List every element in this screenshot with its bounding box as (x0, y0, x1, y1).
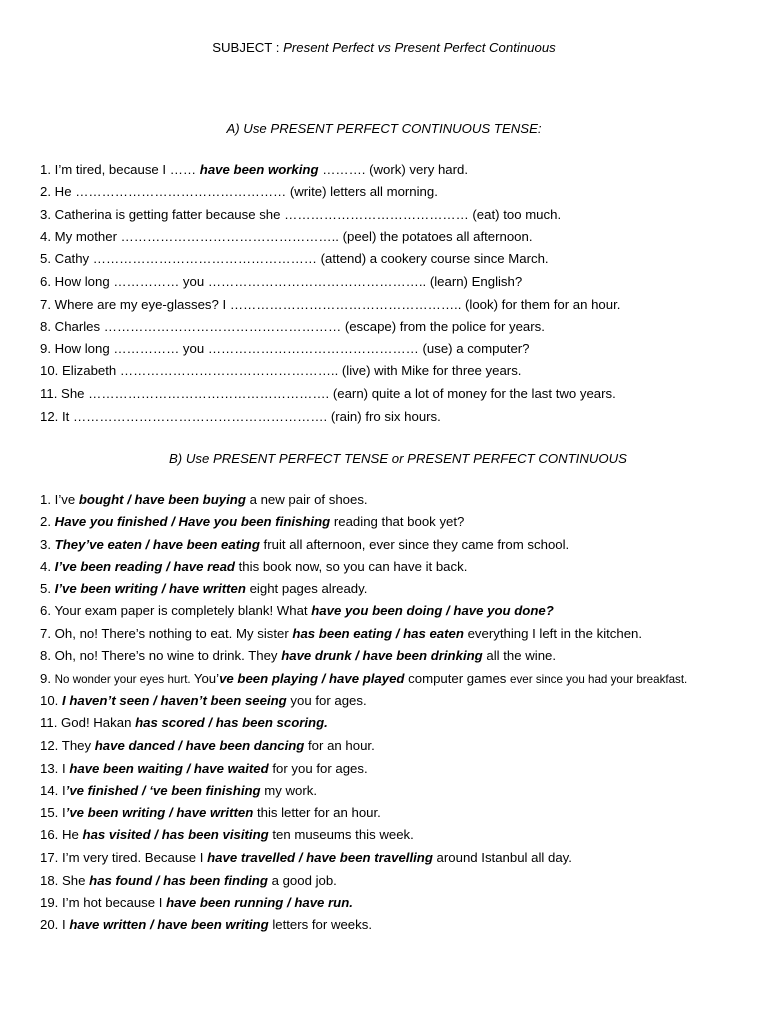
exercise-a-item-2: 2. He ………………………………………… (write) letters all morning. (40, 184, 438, 199)
exercise-a-item-9: 9. How long …………… you ………………………………………… (use) a computer? (40, 341, 530, 356)
exercise-a-item-10: 10. Elizabeth ………………………………………….. (live) with Mike for three years. (40, 363, 522, 378)
exercise-b-item-2: 2. Have you finished / Have you been finishing reading that book yet? (40, 514, 465, 529)
exercise-b-item-19: 19. I’m hot because I have been running / have run. (40, 895, 353, 910)
exercise-a-item-8: 8. Charles ……………………………………………… (escape) from the police for years. (40, 319, 545, 334)
exercise-b-item-17: 17. I’m very tired. Because I have travelled / have been travelling around Istanbul all day. (40, 850, 572, 865)
exercise-b-item-11: 11. God! Hakan has scored / has been scoring. (40, 715, 328, 730)
exercise-b-item-15: 15. I’ve been writing / have written this letter for an hour. (40, 805, 381, 820)
exercise-b-item-6: 6. Your exam paper is completely blank! What have you been doing / have you done? (40, 603, 554, 618)
exercise-b-item-16: 16. He has visited / has been visiting ten museums this week. (40, 827, 414, 842)
exercise-b-item-13: 13. I have been waiting / have waited for you for ages. (40, 761, 368, 776)
exercise-b-item-4: 4. I’ve been reading / have read this book now, so you can have it back. (40, 559, 468, 574)
section-b-heading: B) Use PRESENT PERFECT TENSE or PRESENT PERFECT CONTINUOUS (169, 451, 627, 466)
exercise-a-item-5: 5. Cathy …………………………………………… (attend) a cookery course since March. (40, 251, 549, 266)
exercise-a-item-4: 4. My mother ………………………………………….. (peel) the potatoes all afternoon. (40, 229, 533, 244)
exercise-a-item-7: 7. Where are my eye-glasses? I …………………………………………….. (look) for them for an hour. (40, 297, 621, 312)
exercise-b-item-7: 7. Oh, no! There’s nothing to eat. My sister has been eating / has eaten everything I left in the kitchen. (40, 626, 643, 641)
exercise-b-item-12: 12. They have danced / have been dancing for an hour. (40, 738, 375, 753)
exercise-b-item-20: 20. I have written / have been writing letters for weeks. (40, 917, 372, 932)
exercise-b-item-10: 10. I haven’t seen / haven’t been seeing you for ages. (40, 693, 367, 708)
exercise-b-item-1: 1. I’ve bought / have been buying a new pair of shoes. (40, 492, 368, 507)
exercise-a-item-3: 3. Catherina is getting fatter because she …………………………………… (eat) too much. (40, 207, 562, 222)
exercise-a-item-11: 11. She ………………………………………………. (earn) quite a lot of money for the last two years. (40, 386, 616, 401)
section-a-heading: A) Use PRESENT PERFECT CONTINUOUS TENSE: (226, 121, 542, 136)
subject-label: SUBJECT : (212, 40, 284, 55)
exercise-b-item-3: 3. They’ve eaten / have been eating fruit all afternoon, ever since they came from school. (40, 537, 570, 552)
exercise-b-item-14: 14. I’ve finished / ‘ve been finishing my work. (40, 783, 318, 798)
answer-text: have been working (199, 162, 319, 177)
exercise-a-item-1: 1. I’m tired, because I …… have been working ………. (work) very hard. (40, 162, 469, 177)
exercise-a-item-12: 12. It …………………………………………………. (rain) fro six hours. (40, 409, 441, 424)
exercise-a-item-6: 6. How long …………… you ………………………………………….. (learn) English? (40, 274, 523, 289)
page-title (0, 40, 768, 56)
exercise-b-item-18: 18. She has found / has been finding a good job. (40, 873, 337, 888)
exercise-b-item-9: 9. No wonder your eyes hurt. You’ve been playing / have played computer games ever since you had your breakfast. (40, 671, 688, 686)
exercise-b-item-8: 8. Oh, no! There’s no wine to drink. They have drunk / have been drinking all the wine. (40, 648, 557, 663)
subject-title: Present Perfect vs Present Perfect Continuous (283, 40, 556, 55)
exercise-b-item-5: 5. I’ve been writing / have written eight pages already. (40, 581, 368, 596)
